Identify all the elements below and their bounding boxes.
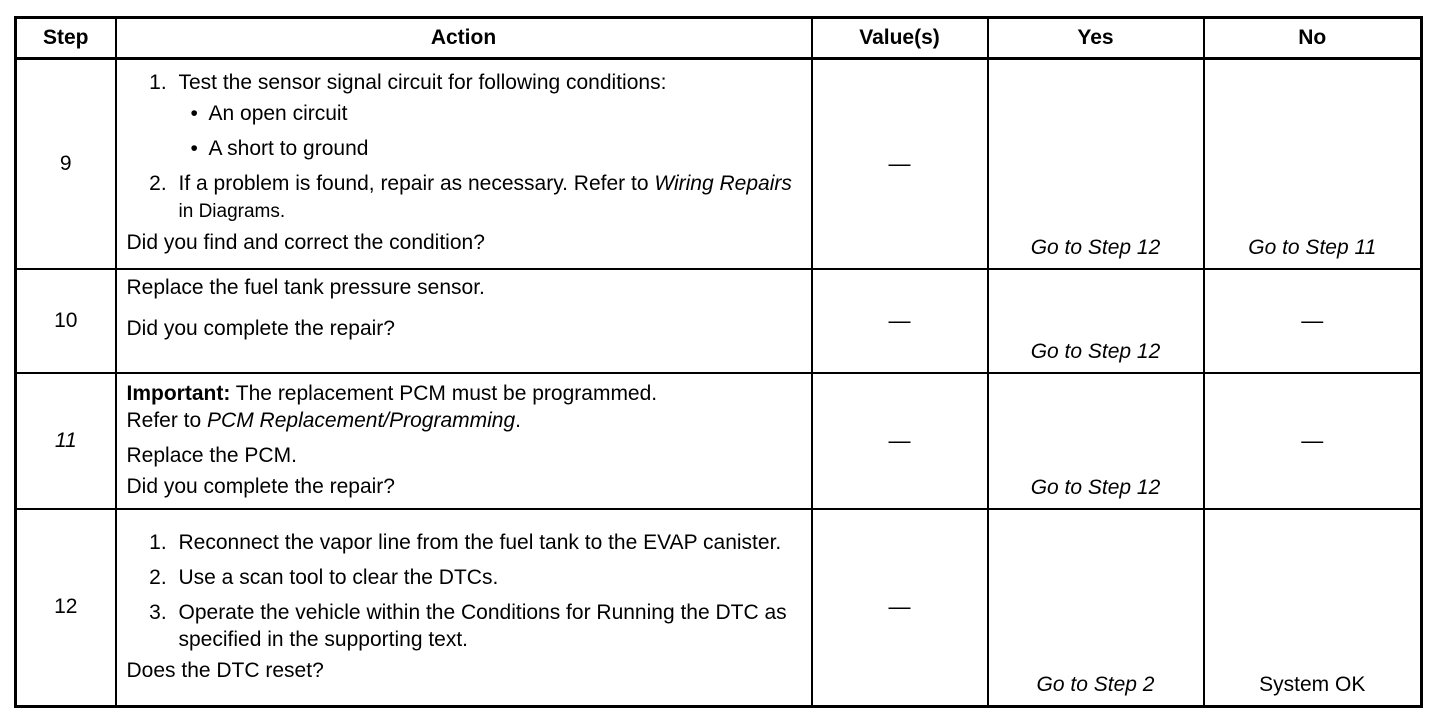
action-text: If a problem is found, repair as necessary. Refer to: [178, 172, 649, 196]
yes-cell: [988, 59, 1204, 269]
yes-result-link[interactable]: Go to Step 2: [1036, 673, 1155, 696]
no-result-link[interactable]: Go to Step 11: [1248, 235, 1377, 259]
question-text: Did you complete the repair?: [126, 474, 395, 498]
wiring-repairs-reference: Wiring Repairs: [654, 172, 792, 196]
no-cell: [1204, 509, 1422, 707]
diagnostic-table-container: [14, 16, 1420, 708]
table-row-step-12: [16, 509, 1422, 707]
value-cell: —: [812, 373, 988, 509]
step-number: 12: [16, 509, 116, 707]
value-cell: —: [812, 269, 988, 373]
action-cell: [116, 373, 812, 509]
action-list: [127, 69, 801, 225]
no-result-text: System OK: [1259, 673, 1366, 696]
list-item: [173, 170, 801, 225]
header-no: No: [1204, 18, 1422, 59]
step-number: 10: [16, 269, 116, 373]
yes-result-link[interactable]: Go to Step 12: [1030, 475, 1161, 499]
question-text: Did you complete the repair?: [126, 316, 395, 340]
yes-cell: [988, 269, 1204, 373]
yes-cell: [988, 509, 1204, 707]
question-text: Does the DTC reset?: [126, 658, 324, 682]
table-row-step-11: [16, 373, 1422, 509]
refer-line: [127, 407, 801, 434]
diagnostic-table: [14, 16, 1423, 708]
pcm-replacement-reference: PCM Replacement/Programming: [207, 408, 516, 432]
list-item: 1. Reconnect the vapor line from the fuel tank to the EVAP canister.: [173, 529, 801, 556]
condition-bullets: [179, 100, 801, 162]
important-note: [127, 380, 801, 407]
bullet-item: • A short to ground: [179, 135, 801, 162]
important-label: Important:: [126, 381, 231, 405]
no-result-dash: —: [1301, 307, 1324, 333]
action-text: Test the sensor signal circuit for following conditions:: [178, 71, 667, 95]
action-cell: [116, 509, 812, 707]
list-item: 2. Use a scan tool to clear the DTCs.: [173, 564, 801, 591]
refer-prefix: Refer to: [126, 408, 202, 432]
table-row-step-9: [16, 59, 1422, 269]
header-step: Step: [16, 18, 116, 59]
action-cell: [116, 269, 812, 373]
header-action: Action: [116, 18, 812, 59]
header-row: [16, 18, 1422, 59]
question-text: Did you find and correct the condition?: [126, 231, 485, 255]
value-cell: —: [812, 59, 988, 269]
yes-cell: [988, 373, 1204, 509]
action-text: in Diagrams.: [178, 201, 286, 223]
refer-suffix: .: [515, 408, 521, 432]
header-values: Value(s): [812, 18, 988, 59]
bullet-item: • An open circuit: [179, 100, 801, 127]
no-cell: [1204, 269, 1422, 373]
action-text: Replace the PCM.: [126, 443, 297, 467]
no-result-dash: —: [1301, 427, 1324, 453]
action-cell: [116, 59, 812, 269]
action-list: [127, 529, 801, 653]
step-number: 11: [16, 373, 116, 509]
value-cell: —: [812, 509, 988, 707]
important-text: The replacement PCM must be programmed.: [235, 381, 658, 405]
yes-result-link[interactable]: Go to Step 12: [1030, 235, 1161, 259]
action-text: Replace the fuel tank pressure sensor.: [126, 275, 485, 299]
no-cell: [1204, 373, 1422, 509]
header-yes: Yes: [988, 18, 1204, 59]
no-cell: [1204, 59, 1422, 269]
table-row-step-10: [16, 269, 1422, 373]
list-item: 3. Operate the vehicle within the Conditions for Running the DTC as specified in the supporting text.: [173, 599, 801, 653]
yes-result-link[interactable]: Go to Step 12: [1030, 339, 1161, 363]
list-item: [173, 69, 801, 162]
step-number: 9: [16, 59, 116, 269]
